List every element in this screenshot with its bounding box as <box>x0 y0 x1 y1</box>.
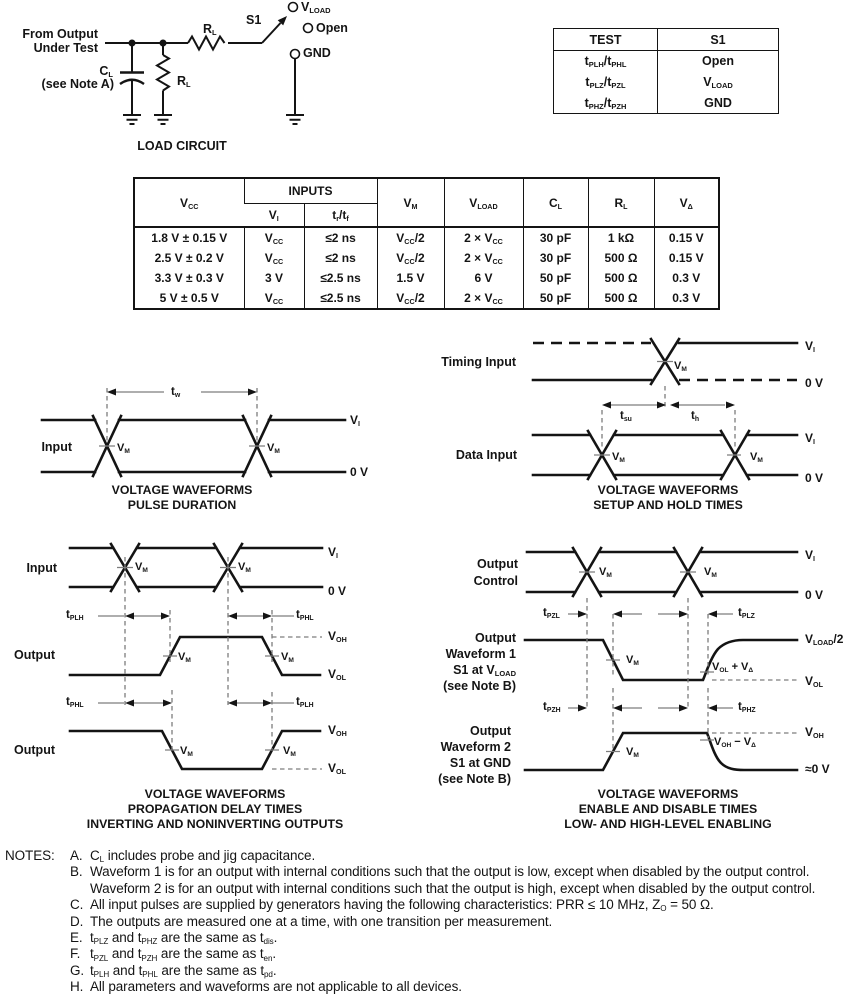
tw-label: $t_w$ <box>171 386 181 399</box>
table-cell: $V_{CC}/2$ <box>377 227 444 248</box>
note-letter: D. <box>70 913 84 929</box>
vol-rail-label: $V_{OL}$ <box>328 667 346 683</box>
note-letter: A. <box>70 848 83 863</box>
col-header-vm: $V_M$ <box>377 178 444 227</box>
note-letter: G. <box>70 962 85 978</box>
table-cell: Open <box>658 51 779 72</box>
vm-label: $V_M$ <box>674 360 687 373</box>
arrowhead-right <box>263 700 272 707</box>
vm-label: $V_M$ <box>238 561 251 574</box>
note-text: All input pulses are supplied by generators having the following characteristics: PRR ≤ 10 MHz, $Z_O = 50$ Ω. <box>90 897 714 914</box>
table-cell: 1.8 V ± 0.15 V <box>151 230 228 245</box>
tplh-label: $t_{PLH}$ <box>66 609 84 622</box>
arrowhead-left <box>613 611 622 618</box>
notes-title: NOTES: <box>5 848 55 863</box>
arrowhead-right <box>679 705 688 712</box>
vi-rail-label: $V_I$ <box>805 431 816 447</box>
0v-rail-label: 0 V <box>350 465 369 479</box>
arrowhead-left <box>708 611 717 618</box>
vm-label: $V_M$ <box>612 451 625 464</box>
note-item <box>5 848 841 864</box>
col-header-inputs: INPUTS <box>244 178 377 203</box>
table-cell: $2 \times V_{CC}$ <box>444 248 523 269</box>
table-cell: ≤2 ns <box>304 227 377 248</box>
table-cell: $t_{PHZ}/t_{PZH}$ <box>584 95 627 111</box>
voh-rail-label: $V_{OH}$ <box>328 723 347 739</box>
tphl-label: $t_{PHL}$ <box>66 696 84 709</box>
table-cell: 30 pF <box>523 227 588 248</box>
col-header-cl: $C_L$ <box>523 178 588 227</box>
arrowhead-right <box>248 389 257 396</box>
table-cell: $t_{PLH}/t_{PHL}$ <box>584 54 627 70</box>
note-letter: B. <box>70 864 83 880</box>
output-label: Output <box>14 743 55 757</box>
vi-rail-label: $V_I$ <box>805 339 816 355</box>
table-cell: 0.3 V <box>654 268 719 289</box>
table-row <box>134 178 719 203</box>
notes-block <box>5 848 841 996</box>
switch-pos-vload-label: $V_{LOAD}$ <box>301 0 331 16</box>
tpzh-label: $t_{PZH}$ <box>543 701 561 714</box>
table-cell: GND <box>658 93 779 114</box>
tplz-label: $t_{PLZ}$ <box>738 607 755 620</box>
note-text: $t_{PLZ}$ and $t_{PHZ}$ are the same as $t_{dis}$. <box>90 930 278 947</box>
table-cell: $2 \times V_{CC}$ <box>444 289 523 310</box>
table-row <box>134 268 719 289</box>
0v-rail-label: 0 V <box>805 471 824 485</box>
rl-vertical-label: $R_L$ <box>177 74 191 90</box>
table-cell: 50 pF <box>523 268 588 289</box>
setup-hold-caption: VOLTAGE WAVEFORMS SETUP AND HOLD TIMES <box>593 483 743 512</box>
vm-ticks <box>594 362 741 456</box>
col-header-test: TEST <box>554 29 658 51</box>
note-text: The outputs are measured one at a time, with one transition per measurement. <box>90 913 553 929</box>
note-text: Waveform 1 is for an output with internal conditions such that the output is low, except when disabled by the output control. Waveform 2 is for an output with internal conditions such that the output is high, except when disabled by the output control. <box>90 864 816 896</box>
dashed-level-lines <box>712 680 800 733</box>
arrowhead-left <box>613 705 622 712</box>
dashed-guides <box>587 598 708 750</box>
vm-ticks <box>117 568 279 751</box>
output-label: Output <box>14 648 55 662</box>
tplh-label: $t_{PLH}$ <box>296 696 314 709</box>
s1-switch-table <box>553 28 779 114</box>
note-letter: H. <box>70 979 84 995</box>
note-item <box>5 914 841 930</box>
col-header-rl: $R_L$ <box>588 178 654 227</box>
arrowhead-left <box>602 402 611 409</box>
table-cell: 0.15 V <box>654 248 719 269</box>
waveform2-trace <box>525 733 797 770</box>
tsu-label: $t_{su}$ <box>620 410 632 423</box>
voh-rail-label: $V_{OH}$ <box>328 629 347 645</box>
table-cell: 6 V <box>444 268 523 289</box>
vi-rail-label: $V_I$ <box>328 545 339 561</box>
ground-symbols <box>123 115 304 124</box>
note-item <box>5 864 841 897</box>
vm-label: $V_M$ <box>117 442 130 455</box>
table-cell: $V_{CC}$ <box>244 227 304 248</box>
note-item <box>5 930 841 946</box>
table-cell: ≤2 ns <box>304 248 377 269</box>
table-row <box>134 289 719 310</box>
table-cell: 30 pF <box>523 248 588 269</box>
arrowhead-left <box>228 700 237 707</box>
table-cell: 500 Ω <box>588 248 654 269</box>
0v-rail-label: 0 V <box>805 376 824 390</box>
output-control-label: Output Control <box>473 557 518 588</box>
note-letter: C. <box>70 897 84 913</box>
note-item <box>5 897 841 913</box>
table-cell: $2 \times V_{CC}$ <box>444 227 523 248</box>
s1-label: S1 <box>246 13 262 27</box>
cl-note-label: (see Note A) <box>41 77 114 91</box>
table-cell: 1 kΩ <box>588 227 654 248</box>
note-text: $t_{PZL}$ and $t_{PZH}$ are the same as $t_{en}$. <box>90 946 277 963</box>
0v-rail-label: 0 V <box>328 584 347 598</box>
vm-label: $V_M$ <box>135 561 148 574</box>
arrowhead-right <box>163 700 172 707</box>
table-cell: $V_{CC}/2$ <box>377 289 444 310</box>
col-header-s1: S1 <box>658 29 779 51</box>
arrowhead-right <box>578 611 587 618</box>
dashed-guides <box>107 388 257 442</box>
vm-label: $V_M$ <box>599 566 612 579</box>
vload-half-rail-label: $V_{LOAD}/2$ <box>805 632 844 648</box>
vm-label: $V_M$ <box>267 442 280 455</box>
vol-rail-label: $V_{OL}$ <box>805 674 823 690</box>
cl-label: $C_L$ <box>99 64 113 80</box>
col-header-vcc: $V_{CC}$ <box>134 178 244 227</box>
test-conditions-table <box>133 177 720 310</box>
table-cell: 0.3 V <box>654 289 719 310</box>
table-row <box>134 227 719 248</box>
vm-label: $V_M$ <box>281 651 294 664</box>
load-circuit-caption: LOAD CIRCUIT <box>137 139 227 153</box>
table-cell: $V_{CC}/2$ <box>377 248 444 269</box>
approx-0v-rail-label: ≈0 V <box>805 762 830 776</box>
arrowhead-right <box>578 705 587 712</box>
table-row <box>554 51 779 72</box>
arrowhead-right <box>161 613 170 620</box>
rl-series-label: $R_L$ <box>203 22 217 38</box>
note-text: All parameters and waveforms are not applicable to all devices. <box>90 979 462 995</box>
tpzl-label: $t_{PZL}$ <box>543 607 560 620</box>
input-label: Input <box>26 561 57 575</box>
propagation-delay-caption: VOLTAGE WAVEFORMS PROPAGATION DELAY TIMES INVERTING AND NONINVERTING OUTPUTS <box>86 787 344 831</box>
table-cell: ≤2.5 ns <box>304 268 377 289</box>
table-cell: 50 pF <box>523 289 588 310</box>
vol-rail-label: $V_{OL}$ <box>328 761 346 777</box>
table-cell: 0.15 V <box>654 227 719 248</box>
vi-rail-label: $V_I$ <box>805 548 816 564</box>
table-row <box>134 248 719 269</box>
waveform1-trace <box>525 640 797 680</box>
col-header-vi: $V_I$ <box>244 203 304 227</box>
vm-label: $V_M$ <box>178 651 191 664</box>
from-output-label: From Output Under Test <box>22 27 98 55</box>
arrowhead-right <box>679 611 688 618</box>
note-text: $t_{PLH}$ and $t_{PHL}$ are the same as $t_{pd}$. <box>90 962 277 980</box>
table-cell: 5 V ± 0.5 V <box>159 291 219 306</box>
vm-label: $V_M$ <box>750 451 763 464</box>
vi-rail-label: $V_I$ <box>350 413 361 429</box>
pulse-duration-caption: VOLTAGE WAVEFORMS PULSE DURATION <box>111 483 253 512</box>
table-row <box>554 93 779 114</box>
table-cell: 3.3 V ± 0.3 V <box>154 271 224 286</box>
table-row <box>554 72 779 93</box>
note-letter: F. <box>70 946 81 962</box>
arrowhead-left <box>228 613 237 620</box>
switch-pos-gnd-label: GND <box>303 46 331 60</box>
col-header-vload: $V_{LOAD}$ <box>444 178 523 227</box>
arrowhead-right <box>263 613 272 620</box>
vm-label: $V_M$ <box>626 746 639 759</box>
table-cell: 3 V <box>244 268 304 289</box>
col-header-vdelta: $V_\Delta$ <box>654 178 719 227</box>
note-item <box>5 963 841 979</box>
note-item <box>5 979 841 995</box>
tphz-label: $t_{PHZ}$ <box>738 701 756 714</box>
waveform2-label: Output Waveform 2 S1 at GND (see Note B) <box>438 724 511 786</box>
tphl-label: $t_{PHL}$ <box>296 609 314 622</box>
table-cell: 500 Ω <box>588 289 654 310</box>
switch-arm <box>262 16 287 43</box>
vm-label: $V_M$ <box>283 745 296 758</box>
col-header-trtf: $t_r/t_f$ <box>304 203 377 227</box>
waveform1-label: Output Waveform 1 S1 at $V_{LOAD}$ (see Note B) <box>443 631 516 693</box>
input-label: Input <box>41 440 72 454</box>
table-cell: 2.5 V ± 0.2 V <box>154 250 224 265</box>
switch-pos-open-label: Open <box>316 21 348 35</box>
timing-input-label: Timing Input <box>441 355 516 369</box>
arrowhead-left <box>708 705 717 712</box>
0v-rail-label: 0 V <box>805 588 824 602</box>
data-input-label: Data Input <box>455 448 517 462</box>
arrowhead-right <box>726 402 735 409</box>
vol-plus-vdelta-label: $V_{OL} + V_\Delta$ <box>712 661 754 674</box>
arrowhead-left <box>107 389 116 396</box>
resistor-horizontal <box>188 37 225 50</box>
vm-label: $V_M$ <box>626 654 639 667</box>
table-row <box>554 29 779 51</box>
voh-minus-vdelta-label: $V_{OH} - V_\Delta$ <box>714 736 756 749</box>
enable-disable-caption: VOLTAGE WAVEFORMS ENABLE AND DISABLE TIMES LOW- AND HIGH-LEVEL ENABLING <box>564 787 772 831</box>
arrowhead-left <box>125 700 134 707</box>
arrowhead-left <box>125 613 134 620</box>
vm-label: $V_M$ <box>180 745 193 758</box>
table-cell: $V_{CC}$ <box>244 248 304 269</box>
table-cell: $t_{PLZ}/t_{PZL}$ <box>585 75 626 91</box>
resistor-vertical <box>157 55 169 91</box>
arrowhead-left <box>670 402 679 409</box>
th-label: $t_h$ <box>691 410 700 423</box>
note-text: $C_L$ includes probe and jig capacitance. <box>90 848 316 865</box>
vm-label: $V_M$ <box>704 566 717 579</box>
table-cell: 500 Ω <box>588 268 654 289</box>
note-letter: E. <box>70 930 83 946</box>
voh-rail-label: $V_{OH}$ <box>805 725 824 741</box>
table-cell: $V_{CC}$ <box>244 289 304 310</box>
table-cell: 1.5 V <box>377 268 444 289</box>
table-cell: ≤2.5 ns <box>304 289 377 310</box>
note-item <box>5 946 841 962</box>
vm-ticks <box>579 572 714 752</box>
table-cell: $V_{LOAD}$ <box>658 72 779 93</box>
